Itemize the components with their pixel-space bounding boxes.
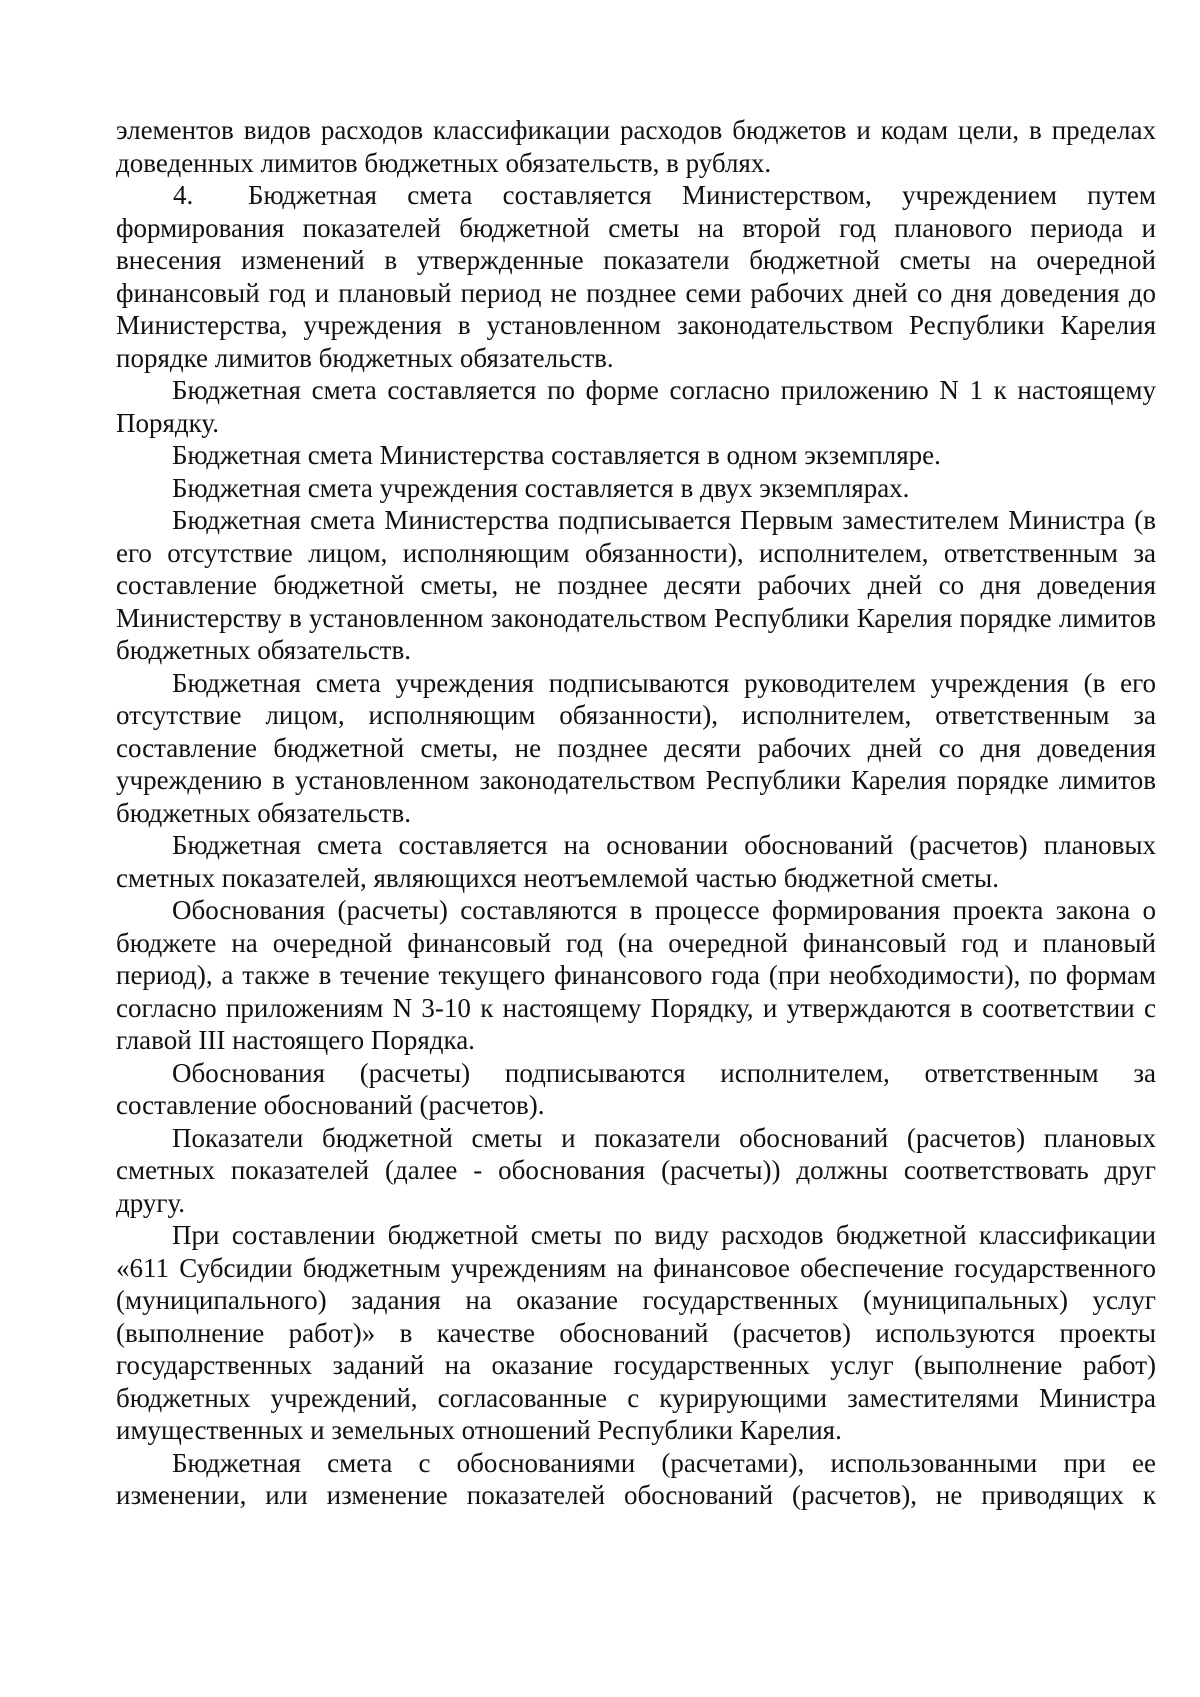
paragraph-institution-signature: Бюджетная смета учреждения подписываются руководителем учреждения (в его отсутствие лицом, исполняющим обязанности), исполнителем, ответственным за составление бюджетной сметы, не позднее десяти рабочих дней со дня доведения учреждению в установленном законодательством Республики Карелия порядке лимитов бюджетных обязательств.	[116, 667, 1156, 828]
paragraph-ministry-copies: Бюджетная смета Министерства составляется в одном экземпляре.	[172, 440, 941, 470]
document-body	[116, 114, 1156, 1512]
paragraph-estimate-changes: Бюджетная смета с обоснованиями (расчетами), использованными при ее изменении, или изменение показателей обоснований (расчетов), не приводящих к	[116, 1447, 1156, 1510]
paragraph-item-4	[116, 179, 1156, 374]
paragraph-form-reference: Бюджетная смета составляется по форме согласно приложению N 1 к настоящему Порядку.	[116, 375, 1156, 438]
paragraph-text: Бюджетная смета составляется Министерством, учреждением путем формирования показателей бюджетной сметы на второй год планового периода и внесения изменений в утвержденные показатели бюджетной сметы на очередной финансовый год и плановый период не позднее семи рабочих дней со дня доведения до Министерства, учреждения в установленном законодательством Республики Карелия порядке лимитов бюджетных обязательств.	[116, 180, 1156, 373]
paragraph-institution-copies: Бюджетная смета учреждения составляется в двух экземплярах.	[172, 472, 910, 503]
paragraph-number: 4.	[173, 180, 194, 210]
paragraph-continuation: элементов видов расходов классификации расходов бюджетов и кодам цели, в пределах доведенных лимитов бюджетных обязательств, в рублях.	[116, 115, 1156, 178]
paragraph-justifications-signing: Обоснования (расчеты) подписываются исполнителем, ответственным за составление обоснований (расчетов).	[116, 1057, 1156, 1120]
paragraph-subsidies-611: При составлении бюджетной сметы по виду расходов бюджетной классификации «611 Субсидии бюджетным учреждениям на финансовое обеспечение государственного (муниципального) задания на оказание государственных (муниципальных) услуг (выполнение работ)» в качестве обоснований (расчетов) используются проекты государственных заданий на оказание государственных услуг (выполнение работ) бюджетных учреждений, согласованные с курирующими заместителями Министра имущественных и земельных отношений Республики Карелия.	[116, 1220, 1156, 1445]
paragraph-justifications-drafting: Обоснования (расчеты) составляются в процессе формирования проекта закона о бюджете на очередной финансовый год (на очередной финансовый год и плановый период), а также в течение текущего финансового года (при необходимости), по формам согласно приложениям N 3-10 к настоящему Порядку, и утверждаются в соответствии с главой III настоящего Порядка.	[116, 895, 1156, 1055]
paragraph-estimate-basis: Бюджетная смета составляется на основании обоснований (расчетов) плановых сметных показателей, являющихся неотъемлемой частью бюджетной сметы.	[116, 830, 1156, 893]
paragraph-indicators-correspondence: Показатели бюджетной сметы и показатели обоснований (расчетов) плановых сметных показателей (далее - обоснования (расчеты)) должны соответствовать друг другу.	[116, 1122, 1156, 1218]
paragraph-ministry-signature: Бюджетная смета Министерства подписывается Первым заместителем Министра (в его отсутствие лицом, исполняющим обязанности), исполнителем, ответственным за составление бюджетной сметы, не позднее десяти рабочих дней со дня доведения Министерству в установленном законодательством Республики Карелия порядке лимитов бюджетных обязательств.	[116, 505, 1156, 665]
